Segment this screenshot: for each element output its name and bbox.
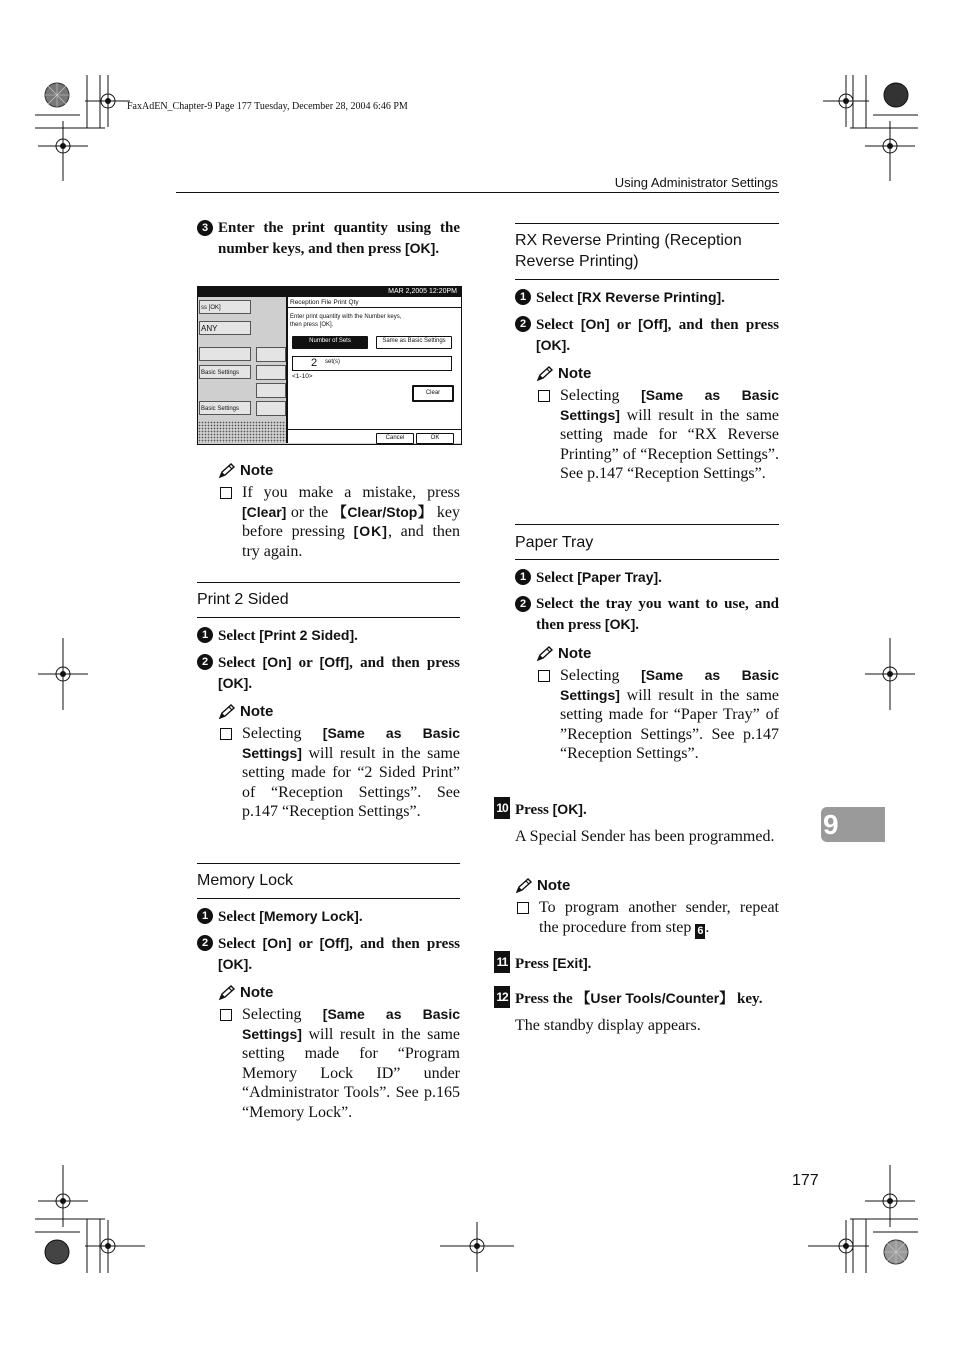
- file-info: FaxAdEN_Chapter-9 Page 177 Tuesday, December 28, 2004 6:46 PM: [127, 101, 408, 112]
- screen-left-row: Basic Settings: [199, 365, 251, 379]
- step-11: 11 Press [Exit].: [494, 951, 779, 974]
- step-2: 2 Select the tray you want to use, and then press [OK].: [515, 594, 779, 635]
- section-rule: [515, 223, 779, 224]
- rxreverse-steps: [515, 287, 779, 356]
- note-memory-lock: Note Selecting [Same as Basic Settings] will result in the same setting made for “Program Memory Lock ID” under “Administrator Tools”. See p.165 “Memory Lock”.: [218, 984, 460, 1122]
- print2sided-steps: [197, 625, 460, 694]
- section-title-print-2-sided: Print 2 Sided: [197, 591, 289, 608]
- screen-left-box: [256, 401, 286, 416]
- screen-left-box: [256, 347, 286, 362]
- quantity-range: <1-10>: [292, 373, 313, 380]
- page-number: 177: [792, 1172, 819, 1189]
- pencil-icon: [218, 704, 236, 720]
- note-rx-reverse: Note Selecting [Same as Basic Settings] will result in the same setting made for “RX Reverse Printing” of “Reception Settings”. See p.147 “Reception Settings”.: [536, 365, 779, 484]
- checkbox-bullet-icon: [220, 487, 232, 499]
- step-number: 11: [494, 951, 510, 973]
- note-heading: Note: [218, 462, 460, 479]
- dialog-title: Reception File Print Qty: [290, 299, 359, 306]
- screen-left-row: Basic Settings: [199, 401, 251, 415]
- device-screen: [197, 286, 462, 445]
- reception-print-qty-dialog: [286, 297, 462, 443]
- cancel-button[interactable]: Cancel: [376, 433, 414, 444]
- note-print-2-sided: Note Selecting [Same as Basic Settings] will result in the same setting made for “2 Sided Print” of “Reception Settings”. See p.147 “Reception Settings”.: [218, 703, 460, 822]
- screen-left-box: [256, 383, 286, 398]
- section-rule: [197, 617, 460, 618]
- clear-button[interactable]: Clear: [412, 385, 454, 402]
- note-item: Selecting [Same as Basic Settings] will result in the same setting made for “2 Sided Print” of “Reception Settings”. See p.147 “Reception Settings”.: [218, 724, 460, 822]
- section-rule: [197, 898, 460, 899]
- step-1: 1 Select [RX Reverse Printing].: [515, 287, 779, 308]
- note-paper-tray: Note Selecting [Same as Basic Settings] will result in the same setting made for “Paper Tray” of ”Reception Settings”. See p.147 “Reception Settings”.: [536, 645, 779, 764]
- note-item: If you make a mistake, press [Clear] or the 【Clear/Stop】 key before pressing [OK], and then try again.: [218, 483, 460, 561]
- checkbox-bullet-icon: [517, 902, 529, 914]
- section-title-paper-tray: Paper Tray: [515, 534, 594, 551]
- ok-button[interactable]: OK: [416, 433, 454, 444]
- screen-left-box: [256, 365, 286, 380]
- step-10-body: A Special Sender has been programmed.: [515, 828, 775, 845]
- note-item: Selecting [Same as Basic Settings] will result in the same setting made for “Program Memory Lock ID” under “Administrator Tools”. See p.165 “Memory Lock”.: [218, 1005, 460, 1122]
- step-12: 12 Press the 【User Tools/Counter】 key. The standby display appears.: [494, 986, 779, 1036]
- screen-left-row: ANY: [199, 321, 251, 335]
- section-rule: [515, 524, 779, 525]
- step-number: 10: [494, 797, 510, 819]
- section-title-rx-reverse: RX Reverse Printing (Reception Reverse Printing): [515, 232, 742, 270]
- pencil-icon: [536, 646, 554, 662]
- running-title: Using Administrator Settings: [614, 175, 778, 190]
- same-as-basic-settings-button[interactable]: Same as Basic Settings: [376, 336, 452, 349]
- pencil-icon: [536, 366, 554, 382]
- screen-left-row: ss [OK]: [199, 300, 251, 314]
- screen-left-row: [199, 347, 251, 361]
- note-step-10: Note To program another sender, repeat the procedure from step 6 .: [515, 877, 779, 939]
- step-1: 1 Select [Paper Tray].: [515, 567, 779, 588]
- step-1: 1 Select [Memory Lock].: [197, 906, 460, 927]
- step-2: 2 Select [On] or [Off], and then press [OK].: [197, 652, 460, 694]
- dialog-instruction: Enter print quantity with the Number keys, then press [OK].: [290, 314, 402, 328]
- screen-status-bar: MAR 2,2005 12:20PM: [198, 287, 461, 297]
- pencil-icon: [515, 878, 533, 894]
- pencil-icon: [218, 463, 236, 479]
- checkbox-bullet-icon: [538, 670, 550, 682]
- chapter-tab: 9: [821, 807, 885, 842]
- step-number: 3: [197, 220, 213, 236]
- section-rule: [197, 582, 460, 583]
- step-10: 10 Press [OK]. A Special Sender has been programmed.: [494, 797, 779, 847]
- step-2: 2 Select [On] or [Off], and then press [OK].: [197, 933, 460, 975]
- quantity-field[interactable]: 2 set(s): [292, 356, 452, 371]
- section-rule: [515, 279, 779, 280]
- step-number: 12: [494, 986, 510, 1008]
- section-rule: [197, 863, 460, 864]
- screen-pattern: [198, 421, 286, 443]
- step-12-body: The standby display appears.: [515, 1017, 701, 1034]
- section-rule: [515, 559, 779, 560]
- header-rule: [176, 192, 779, 193]
- checkbox-bullet-icon: [220, 1009, 232, 1021]
- papertray-steps: [515, 567, 779, 635]
- memorylock-steps: [197, 906, 460, 975]
- step-ref-badge: 6: [697, 924, 704, 937]
- note-item: Selecting [Same as Basic Settings] will result in the same setting made for “Paper Tray” of ”Reception Settings”. See p.147 “Reception Settings”.: [536, 666, 779, 764]
- note-mistake: [218, 462, 460, 561]
- note-item: Selecting [Same as Basic Settings] will result in the same setting made for “RX Reverse Printing” of “Reception Settings”. See p.147 “Reception Settings”.: [536, 386, 779, 484]
- step-1: 1 Select [Print 2 Sided].: [197, 625, 460, 646]
- section-title-memory-lock: Memory Lock: [197, 872, 294, 889]
- step-3: 3 Enter the print quantity using the number keys, and then press [OK].: [197, 218, 460, 259]
- checkbox-bullet-icon: [220, 728, 232, 740]
- pencil-icon: [218, 985, 236, 1001]
- step-2: 2 Select [On] or [Off], and then press [OK].: [515, 314, 779, 356]
- note-item: To program another sender, repeat the procedure from step 6 .: [515, 898, 779, 939]
- number-of-sets-button[interactable]: Number of Sets: [292, 336, 368, 349]
- left-column: [197, 218, 460, 259]
- checkbox-bullet-icon: [538, 390, 550, 402]
